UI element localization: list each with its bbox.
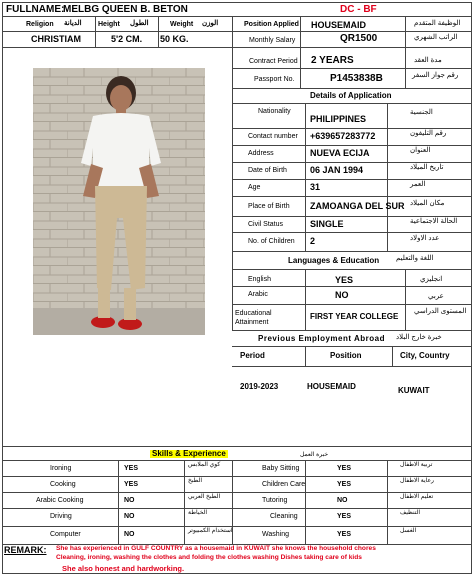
no-of-children-label: No. of Children	[248, 238, 295, 245]
skill-ironing-value: YES	[124, 465, 139, 472]
divider	[300, 16, 301, 88]
english-label: English	[248, 276, 271, 283]
divider	[392, 346, 393, 366]
skill-washing-value: YES	[337, 531, 352, 538]
arabic-label-arabic: عربي	[428, 293, 444, 300]
weight-value: 50 KG.	[160, 34, 189, 44]
divider	[232, 304, 472, 305]
english-label-arabic: انجليزي	[420, 276, 443, 283]
skill-computer-label-arabic: استخدام الكمبيوتر	[188, 528, 233, 534]
divider	[232, 216, 472, 217]
skill-tutoring-label: Tutoring	[262, 497, 288, 504]
remark-line-3: She also honest and hardworking.	[62, 564, 185, 573]
contact-number-value: +639657283772	[310, 131, 376, 141]
skill-baby-sitting-value: YES	[337, 465, 352, 472]
divider	[405, 269, 406, 330]
contact-number-label: Contact number	[248, 133, 298, 140]
place-of-birth-label: Place of Birth	[248, 202, 290, 210]
skill-driving-label-arabic: الخياطة	[188, 510, 207, 516]
height-value: 5'2 CM.	[111, 34, 143, 44]
divider	[387, 460, 388, 544]
divider	[232, 286, 472, 287]
divider	[184, 460, 185, 544]
skill-ironing-label: Ironing	[50, 465, 72, 472]
divider	[2, 508, 472, 509]
skill-computer-value: NO	[124, 531, 135, 538]
divider	[232, 16, 233, 88]
nationality-value: PHILIPPINES	[310, 114, 367, 124]
employment-country: KUWAIT	[398, 386, 430, 395]
remark-label: REMARK:	[4, 545, 47, 555]
address-value: NUEVA ECIJA	[310, 148, 370, 158]
divider	[232, 88, 472, 89]
age-label: Age	[248, 184, 261, 191]
divider	[232, 346, 472, 347]
applicant-photo-image	[33, 68, 205, 335]
skill-baby-sitting-label-arabic: تربية الاطفال	[400, 462, 433, 468]
skill-tutoring-label-arabic: تعليم الاطفال	[400, 494, 434, 500]
divider	[232, 269, 472, 270]
civil-status-value: SINGLE	[310, 218, 344, 229]
divider	[118, 460, 119, 544]
nationality-label: Nationality	[258, 108, 291, 115]
skill-arabic-cooking-label: Arabic Cooking	[36, 497, 84, 504]
divider	[2, 492, 472, 493]
no-of-children-value: 2	[310, 236, 316, 246]
religion-label-arabic: الديانة	[64, 20, 82, 27]
english-value: YES	[335, 275, 354, 285]
skill-arabic-cooking-label-arabic: الطبخ العربي	[188, 494, 221, 500]
languages-title-arabic: اللغة والتعليم	[396, 255, 434, 262]
skill-cleaning-value: YES	[337, 513, 352, 520]
skill-washing-label: Washing	[262, 531, 289, 538]
salary-value: QR1500	[340, 33, 378, 44]
passport-label-arabic: رقم جواز السفر	[412, 72, 459, 79]
divider	[232, 88, 233, 330]
divider	[305, 346, 306, 366]
position-value: HOUSEMAID	[311, 20, 367, 30]
civil-status-label: Civil Status	[248, 220, 284, 228]
divider	[2, 446, 472, 447]
divider	[232, 103, 472, 104]
divider	[232, 145, 472, 146]
divider	[405, 16, 406, 88]
arabic-value: NO	[335, 290, 349, 300]
civil-status-label-arabic: الحالة الاجتماعية	[410, 217, 458, 225]
skill-cleaning-label-arabic: التنظيف	[400, 510, 421, 516]
height-label: Height	[98, 21, 120, 28]
nationality-label-arabic: الجنسية	[410, 109, 433, 116]
divider	[305, 269, 306, 330]
reference-code: DC - BF	[340, 4, 377, 15]
weight-label: Weight	[170, 21, 194, 28]
employment-position: HOUSEMAID	[307, 382, 356, 391]
education-label: Educational Attainment	[235, 310, 272, 326]
remark-line-2: Cleaning, ironing, washing the clothes and folding the clothes washing Dishes taking care of kids	[56, 554, 362, 561]
divider	[2, 31, 472, 32]
employment-title: Previous Employment Abroad	[258, 334, 385, 343]
address-label: Address	[248, 150, 274, 157]
passport-value: P1453838B	[330, 73, 383, 84]
divider	[232, 196, 472, 197]
fullname-label: FULLNAME:	[6, 4, 65, 15]
place-of-birth-value: ZAMOANGA DEL SUR	[310, 200, 405, 211]
age-label-arabic: العمر	[410, 181, 426, 188]
address-label-arabic: العنوان	[410, 147, 431, 154]
passport-label: Passport No.	[254, 76, 295, 83]
skill-cleaning-label: Cleaning	[270, 513, 298, 520]
divider	[158, 16, 159, 47]
no-of-children-label-arabic: عدد الاولاد	[410, 235, 440, 242]
age-value: 31	[310, 182, 321, 192]
divider	[232, 68, 472, 69]
skill-driving-value: NO	[124, 513, 135, 520]
details-title: Details of Application	[310, 91, 392, 100]
divider	[232, 366, 472, 367]
divider	[232, 330, 472, 331]
skill-computer-label: Computer	[50, 531, 81, 538]
languages-title: Languages & Education	[288, 256, 380, 265]
skill-arabic-cooking-value: NO	[124, 497, 135, 504]
divider	[2, 460, 472, 461]
skill-ironing-label-arabic: كوي الملابس	[188, 462, 221, 468]
height-label-arabic: الطول	[130, 20, 149, 27]
skill-cooking-label-arabic: الطبخ	[188, 478, 203, 484]
divider	[2, 526, 472, 527]
date-of-birth-label-arabic: تاريخ الميلاد	[410, 164, 444, 171]
contract-value: 2 YEARS	[311, 55, 354, 66]
divider	[232, 232, 472, 233]
contract-label: Contract Period	[249, 58, 298, 65]
skill-driving-label: Driving	[50, 513, 72, 520]
skill-baby-sitting-label: Baby Sitting	[262, 465, 300, 472]
date-of-birth-label: Date of Birth	[248, 167, 287, 174]
date-of-birth-value: 06 JAN 1994	[310, 165, 364, 175]
skill-washing-label-arabic: الغسل	[400, 528, 417, 534]
religion-value: CHRISTIAM	[31, 34, 81, 44]
weight-label-arabic: الوزن	[202, 20, 219, 27]
divider	[2, 47, 472, 48]
employment-col-period: Period	[240, 351, 265, 360]
salary-label: Monthly Salary	[249, 37, 296, 44]
divider	[232, 179, 472, 180]
position-label: Position Applied	[244, 21, 299, 28]
fullname-value: MELBG QUEEN B. BETON	[63, 4, 188, 15]
contact-number-label-arabic: رقم التليفون	[410, 130, 447, 137]
skill-tutoring-value: NO	[337, 497, 348, 504]
divider	[305, 460, 306, 544]
employment-title-arabic: خبرة خارج البلاد	[396, 334, 442, 341]
employment-col-country: City, Country	[400, 351, 450, 360]
education-value: FIRST YEAR COLLEGE	[310, 312, 399, 321]
divider	[2, 476, 472, 477]
divider	[95, 16, 96, 47]
divider	[232, 460, 233, 544]
place-of-birth-label-arabic: مكان الميلاد	[410, 199, 445, 207]
religion-label: Religion	[26, 21, 54, 28]
contract-label-arabic: مدة العقد	[414, 57, 442, 64]
position-label-arabic: الوظيفة المتقدم	[414, 20, 461, 27]
skill-children-care-label: Children Care	[262, 481, 306, 488]
skill-cooking-label: Cooking	[50, 481, 76, 488]
employment-period: 2019-2023	[240, 382, 279, 391]
arabic-label: Arabic	[248, 291, 268, 298]
skills-title: Skills & Experience	[152, 449, 226, 458]
divider	[232, 128, 472, 129]
skill-cooking-value: YES	[124, 481, 139, 488]
salary-label-arabic: الراتب الشهري	[414, 34, 458, 41]
divider	[2, 16, 472, 17]
skill-children-care-value: YES	[337, 481, 352, 488]
divider	[305, 103, 306, 251]
education-label-arabic: المستوى الدراسي	[414, 308, 467, 315]
skill-children-care-label-arabic: رعاية الاطفال	[400, 478, 434, 484]
employment-col-position: Position	[330, 351, 362, 360]
divider	[387, 103, 388, 251]
skills-title-arabic: خبرة العمل	[300, 452, 329, 458]
divider	[232, 162, 472, 163]
divider	[232, 251, 472, 252]
applicant-photo	[33, 68, 205, 335]
remark-line-1: She has experienced in GULF COUNTRY as a housemaid in KUWAIT she knows the household chores	[56, 545, 376, 552]
